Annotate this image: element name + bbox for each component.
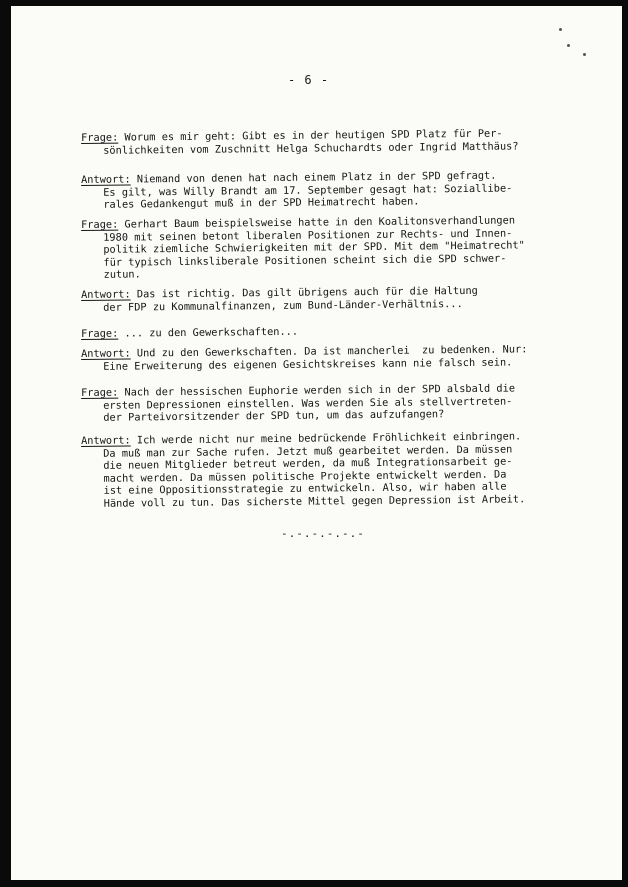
answer-text: Ich werde nicht nur meine bedrückende Fröhlichkeit einbringen. [130, 430, 522, 447]
scan-speck [559, 28, 562, 31]
page-number: - 6 - [287, 73, 330, 87]
answer-text: Niemand von denen hat nach einem Platz in der SPD gefragt. [130, 169, 497, 186]
end-mark: -.-.-.-.-.- [281, 527, 365, 540]
answer-text: Eine Erweiterung des eigenen Gesichtskreises kann nie falsch sein. [103, 356, 513, 373]
answer-text: Da muß man zur Sache rufen. Jetzt muß gearbeitet werden. Da müssen [103, 443, 513, 460]
question-text: Worum es mir geht: Gibt es in der heutigen SPD Platz für Per- [118, 127, 503, 144]
answer-text: macht werden. Da müssen politische Projekte entwickelt werden. Da [103, 468, 507, 485]
question-text: Gerhart Baum beispielsweise hatte in den Koalitonsverhandlungen [118, 214, 516, 231]
question-label: Frage: [81, 327, 119, 340]
answer-label: Antwort: [81, 173, 131, 186]
answer-text: Hände voll zu tun. Das sicherste Mittel gegen Depression ist Arbeit. [103, 493, 526, 510]
answer-block [81, 430, 602, 511]
answer-text: die neuen Mitglieder betreut werden, da muß Integrationsarbeit ge- [103, 455, 513, 472]
answer-text: Und zu den Gewerkschaften. Da ist mancherlei zu bedenken. Nur: [130, 343, 528, 360]
question-block [81, 214, 602, 282]
document-page [11, 6, 622, 880]
question-block [81, 323, 601, 341]
answer-block [81, 169, 601, 212]
question-text: der Parteivorsitzender der SPD tun, um das aufzufangen? [103, 408, 445, 424]
answer-label: Antwort: [81, 288, 131, 301]
question-text: sönlichkeiten vom Zuschnitt Helga Schuchardts oder Ingrid Matthäus? [103, 140, 519, 157]
question-text: zutun. [103, 268, 141, 282]
question-label: Frage: [81, 131, 119, 144]
question-text: ersten Depressionen einstellen. Was werden Sie als stellvertreten- [103, 395, 513, 412]
answer-text: der FDP zu Kommunalfinanzen, zum Bund-Länder-Verhältnis... [103, 297, 463, 314]
question-block [81, 127, 601, 158]
question-text: politik ziemliche Schwierigkeiten mit der SPD. Mit dem "Heimatrecht" [103, 239, 525, 256]
answer-text: Das ist richtig. Das gilt übrigens auch für die Haltung [130, 284, 478, 301]
question-block [81, 382, 601, 425]
answer-text: ist eine Oppositionsstrategie zu entwickeln. Also, wir haben alle [103, 480, 507, 498]
answer-text: rales Gedankengut muß in der SPD Heimatrecht haben. [103, 195, 420, 211]
question-text: 1980 mit seinen betont liberalen Positionen zur Rechts- und Innen- [103, 227, 513, 244]
answer-label: Antwort: [81, 347, 131, 360]
question-text: Nach der hessischen Euphorie werden sich in der SPD alsbald die [118, 382, 516, 399]
question-text: für typisch linksliberale Positionen scheint sich die SPD schwer- [103, 252, 507, 269]
question-label: Frage: [81, 386, 119, 399]
answer-block [81, 343, 601, 374]
answer-block [81, 284, 601, 315]
question-text: ... zu den Gewerkschaften... [118, 325, 299, 340]
question-label: Frage: [81, 218, 119, 231]
answer-label: Antwort: [81, 434, 131, 447]
scan-speck [567, 44, 570, 47]
scan-speck [583, 53, 586, 56]
answer-text: Es gilt, was Willy Brandt am 17. September gesagt hat: Soziallibe- [103, 182, 513, 199]
